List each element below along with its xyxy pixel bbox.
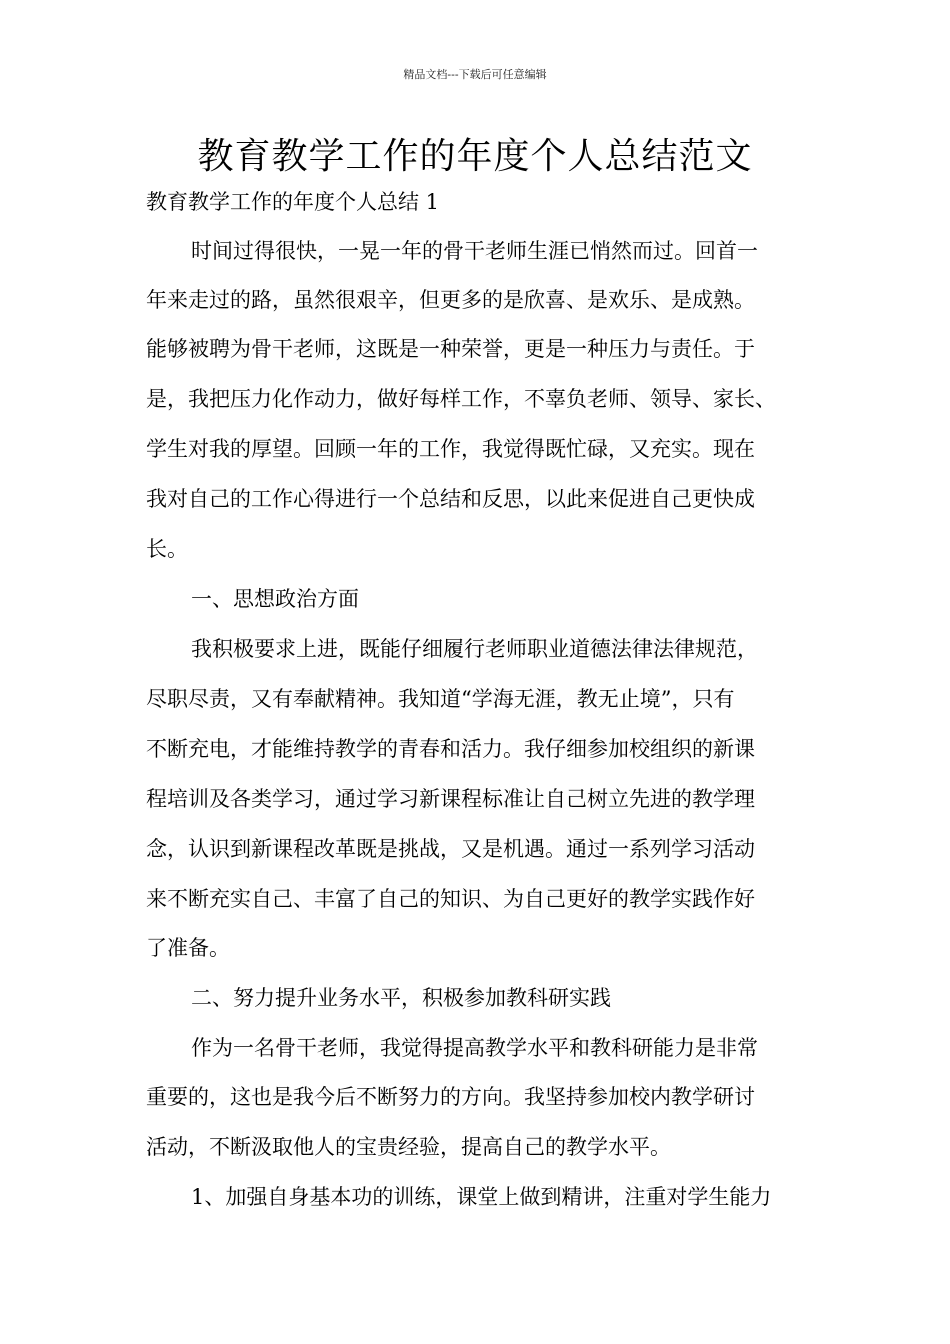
paragraph-line: 长。 bbox=[146, 537, 188, 561]
paragraph-line: 1、加强自身基本功的训练，课堂上做到精讲，注重对学生能力 bbox=[191, 1185, 772, 1209]
paragraph-line: 念，认识到新课程改革既是挑战，又是机遇。通过一系列学习活动 bbox=[146, 837, 755, 861]
paragraph-line: 年来走过的路，虽然很艰辛，但更多的是欣喜、是欢乐、是成熟。 bbox=[146, 288, 755, 312]
paragraph-line: 学生对我的厚望。回顾一年的工作，我觉得既忙碌，又充实。现在 bbox=[146, 437, 755, 461]
paragraph-line: 是，我把压力化作动力，做好每样工作，不辜负老师、领导、家长、 bbox=[146, 387, 776, 411]
paragraph-line: 作为一名骨干老师，我觉得提高教学水平和教科研能力是非常 bbox=[191, 1036, 758, 1060]
paragraph-line: 我对自己的工作心得进行一个总结和反思，以此来促进自己更快成 bbox=[146, 487, 755, 511]
paragraph-line: 不断充电，才能维持教学的青春和活力。我仔细参加校组织的新课 bbox=[146, 737, 755, 761]
paragraph-line: 我积极要求上进，既能仔细履行老师职业道德法律法律规范， bbox=[191, 637, 758, 661]
paragraph-line: 来不断充实自己、丰富了自己的知识、为自己更好的教学实践作好 bbox=[146, 887, 755, 911]
paragraph-line: 能够被聘为骨干老师，这既是一种荣誉，更是一种压力与责任。于 bbox=[146, 337, 755, 361]
paragraph-line: 活动，不断汲取他人的宝贵经验，提高自己的教学水平。 bbox=[146, 1135, 671, 1159]
paragraph-line: 时间过得很快，一晃一年的骨干老师生涯已悄然而过。回首一 bbox=[191, 239, 758, 263]
section-heading: 二、努力提升业务水平，积极参加教科研实践 bbox=[191, 986, 611, 1010]
document-title: 教育教学工作的年度个人总结范文 bbox=[197, 136, 753, 177]
page-header: 精品文档---下载后可任意编辑 bbox=[403, 68, 547, 81]
paragraph-line: 了准备。 bbox=[146, 936, 230, 960]
document-subtitle: 教育教学工作的年度个人总结 1 bbox=[146, 190, 440, 214]
paragraph-line: 重要的，这也是我今后不断努力的方向。我坚持参加校内教学研讨 bbox=[146, 1085, 755, 1109]
paragraph-line: 尽职尽责，又有奉献精神。我知道“学海无涯，教无止境”，只有 bbox=[146, 687, 735, 711]
section-heading: 一、思想政治方面 bbox=[191, 587, 359, 611]
paragraph-line: 程培训及各类学习，通过学习新课程标准让自己树立先进的教学理 bbox=[146, 787, 755, 811]
